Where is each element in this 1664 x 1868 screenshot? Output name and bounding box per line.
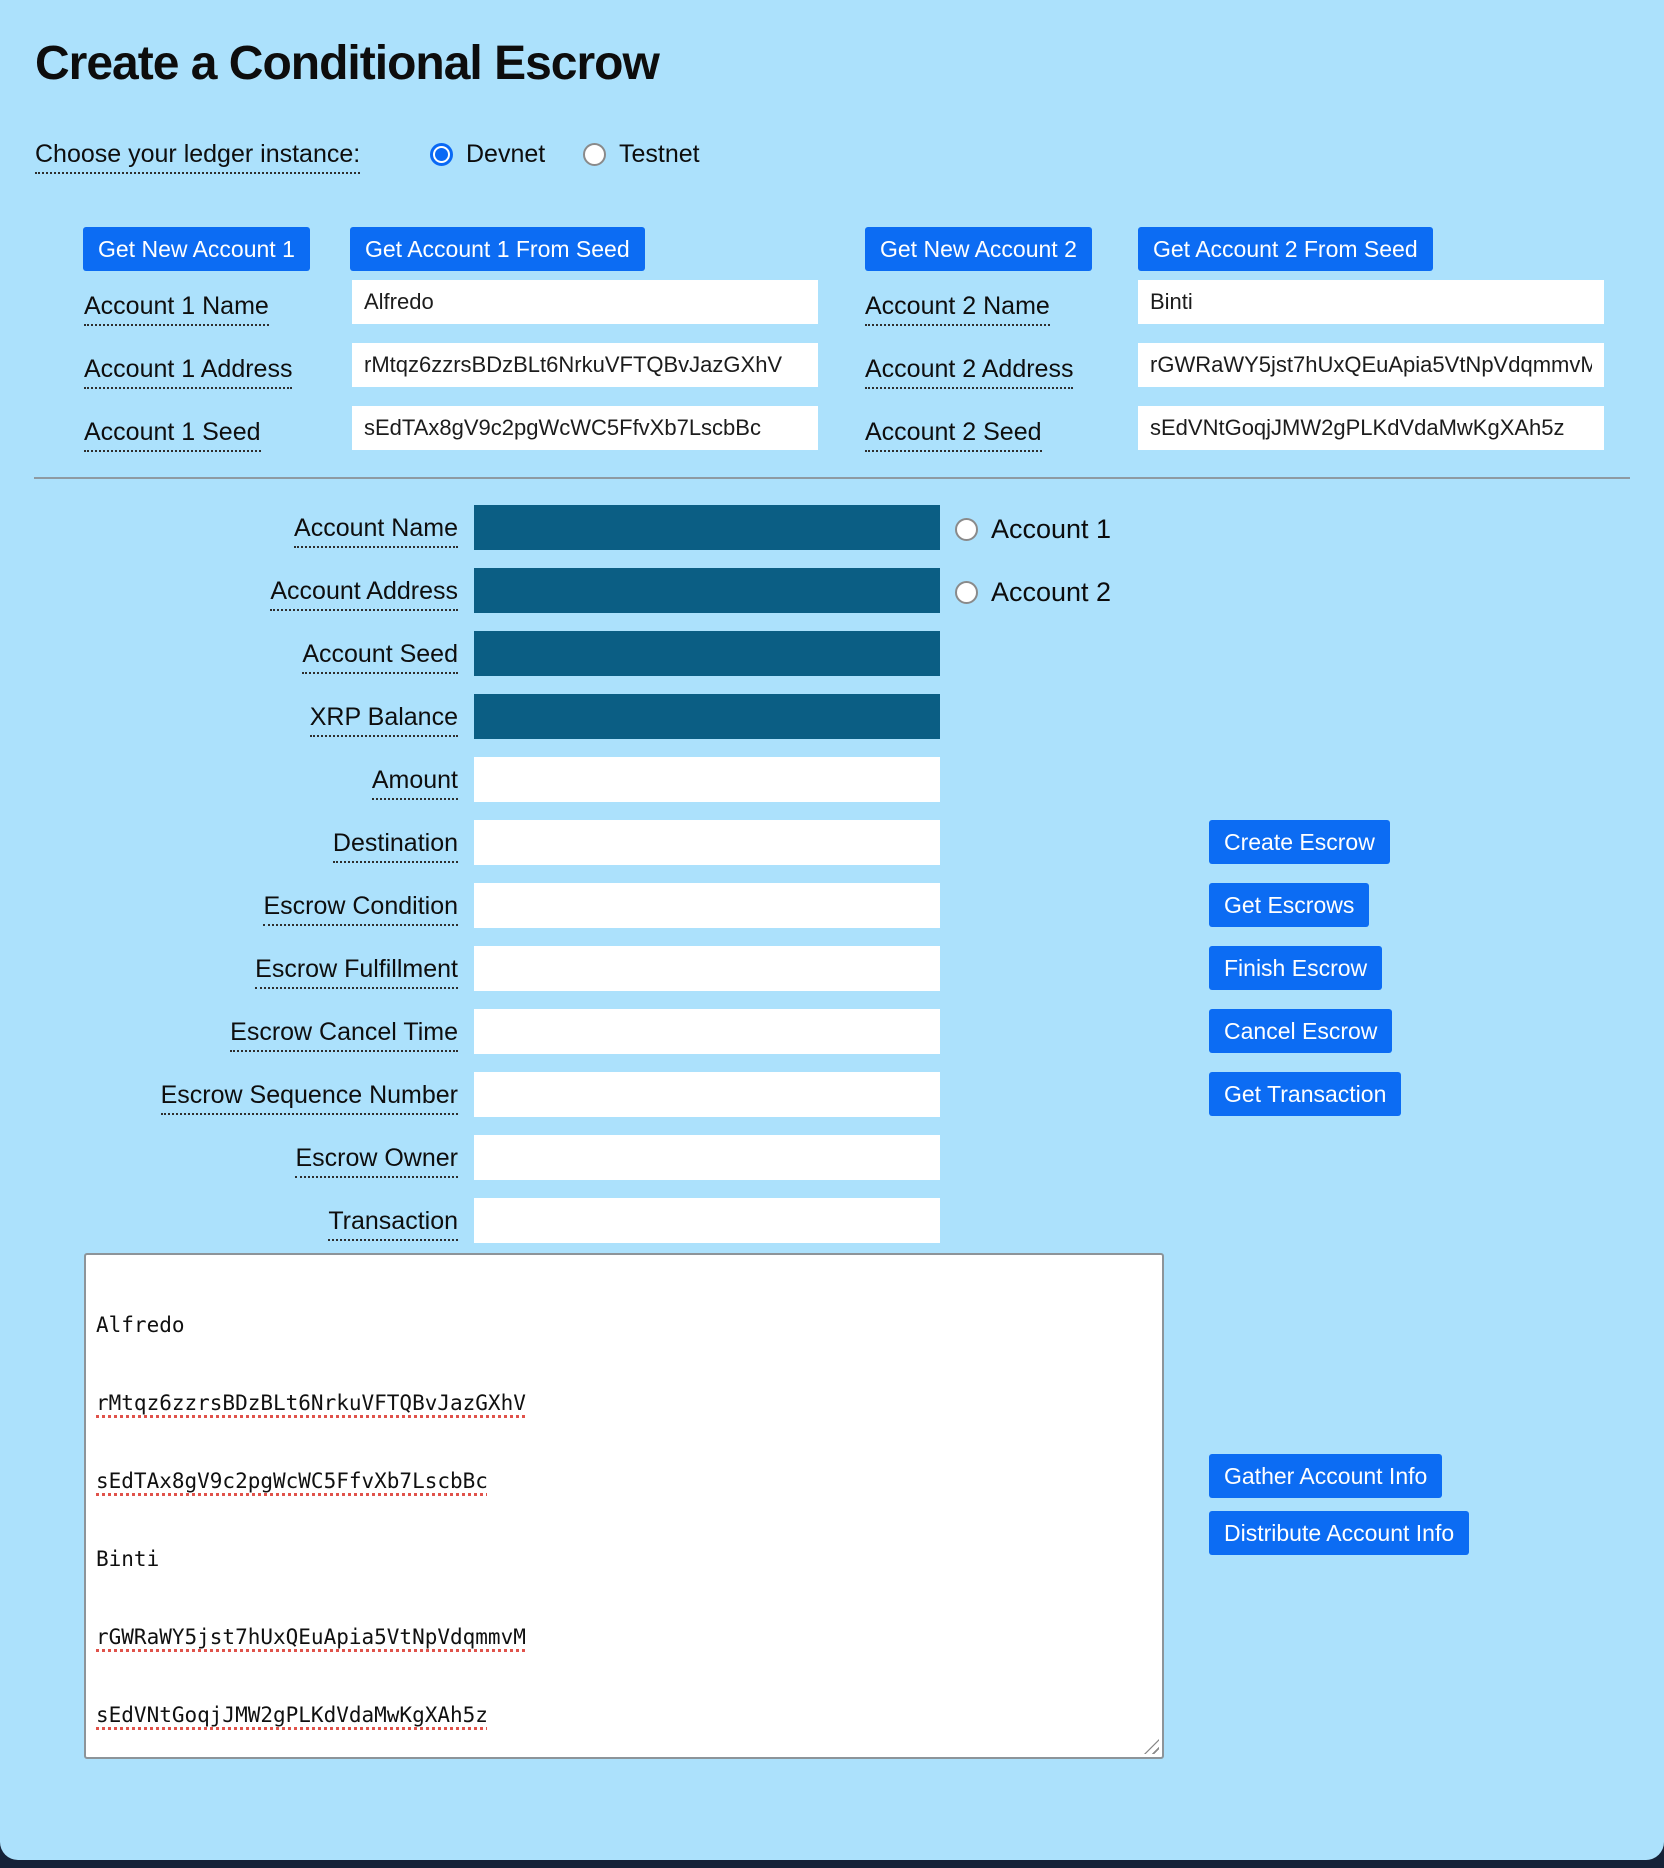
destination-label: Destination (60, 829, 458, 858)
account-2-address-field[interactable] (1138, 343, 1604, 387)
distribute-account-info-button[interactable]: Distribute Account Info (1209, 1511, 1469, 1555)
account-1-address-field[interactable] (352, 343, 818, 387)
use-account-1-option[interactable] (955, 514, 1111, 545)
get-escrows-button[interactable]: Get Escrows (1209, 883, 1369, 927)
devnet-radio-label: Devnet (466, 140, 546, 168)
finish-escrow-button[interactable]: Finish Escrow (1209, 946, 1382, 990)
xrp-balance-field[interactable] (474, 694, 940, 739)
escrow-sequence-number-label: Escrow Sequence Number (60, 1081, 458, 1110)
get-account-1-from-seed-button[interactable]: Get Account 1 From Seed (350, 227, 645, 271)
section-divider (34, 477, 1630, 479)
use-account-2-option[interactable] (955, 577, 1111, 608)
account-1-radio[interactable] (955, 518, 978, 541)
amount-label: Amount (60, 766, 458, 795)
create-escrow-button[interactable]: Create Escrow (1209, 820, 1390, 864)
account-1-name-label: Account 1 Name (84, 292, 269, 321)
transaction-field[interactable] (474, 1198, 940, 1243)
account-2-seed-label: Account 2 Seed (865, 418, 1042, 447)
escrow-owner-field[interactable] (474, 1135, 940, 1180)
page-title: Create a Conditional Escrow (35, 37, 659, 90)
account-seed-field[interactable] (474, 631, 940, 676)
escrow-owner-label: Escrow Owner (60, 1144, 458, 1173)
account-1-seed-label: Account 1 Seed (84, 418, 261, 447)
escrow-cancel-time-field[interactable] (474, 1009, 940, 1054)
account-name-field[interactable] (474, 505, 940, 550)
destination-field[interactable] (474, 820, 940, 865)
account-seed-label: Account Seed (60, 640, 458, 669)
account-2-name-field[interactable] (1138, 280, 1604, 324)
textarea-resize-handle[interactable] (1144, 1739, 1159, 1754)
result-line: sEdVNtGoqjJMW2gPLKdVdaMwKgXAh5z (96, 1703, 488, 1727)
devnet-radio[interactable] (430, 143, 453, 166)
account-1-address-label: Account 1 Address (84, 355, 292, 384)
account-address-label: Account Address (60, 577, 458, 606)
gather-account-info-button[interactable]: Gather Account Info (1209, 1454, 1442, 1498)
result-line: rMtqz6zzrsBDzBLt6NrkuVFTQBvJazGXhV (96, 1391, 526, 1415)
testnet-radio-label: Testnet (619, 140, 700, 168)
account-2-name-label: Account 2 Name (865, 292, 1050, 321)
ledger-instance-label: Choose your ledger instance: (35, 140, 360, 169)
result-line: rGWRaWY5jst7hUxQEuApia5VtNpVdqmmvM (96, 1625, 526, 1649)
account-2-radio-label: Account 2 (991, 577, 1112, 607)
account-name-label: Account Name (60, 514, 458, 543)
ledger-option-testnet[interactable] (583, 140, 700, 169)
transaction-label: Transaction (60, 1207, 458, 1236)
escrow-fulfillment-label: Escrow Fulfillment (60, 955, 458, 984)
account-address-field[interactable] (474, 568, 940, 613)
cancel-escrow-button[interactable]: Cancel Escrow (1209, 1009, 1392, 1053)
account-1-name-field[interactable] (352, 280, 818, 324)
testnet-radio[interactable] (583, 143, 606, 166)
account-2-radio[interactable] (955, 581, 978, 604)
account-2-seed-field[interactable] (1138, 406, 1604, 450)
get-transaction-button[interactable]: Get Transaction (1209, 1072, 1401, 1116)
result-line: Alfredo (96, 1313, 185, 1337)
get-new-account-1-button[interactable]: Get New Account 1 (83, 227, 310, 271)
escrow-condition-field[interactable] (474, 883, 940, 928)
escrow-cancel-time-label: Escrow Cancel Time (60, 1018, 458, 1047)
escrow-fulfillment-field[interactable] (474, 946, 940, 991)
escrow-condition-label: Escrow Condition (60, 892, 458, 921)
escrow-sequence-number-field[interactable] (474, 1072, 940, 1117)
get-new-account-2-button[interactable]: Get New Account 2 (865, 227, 1092, 271)
ledger-option-devnet[interactable] (430, 140, 545, 169)
account-2-address-label: Account 2 Address (865, 355, 1073, 384)
xrp-balance-label: XRP Balance (60, 703, 458, 732)
get-account-2-from-seed-button[interactable]: Get Account 2 From Seed (1138, 227, 1433, 271)
account-info-textarea[interactable] (84, 1253, 1164, 1759)
account-1-radio-label: Account 1 (991, 514, 1112, 544)
account-1-seed-field[interactable] (352, 406, 818, 450)
result-line: sEdTAx8gV9c2pgWcWC5FfvXb7LscbBc (96, 1469, 488, 1493)
amount-field[interactable] (474, 757, 940, 802)
result-line: Binti (96, 1547, 160, 1571)
